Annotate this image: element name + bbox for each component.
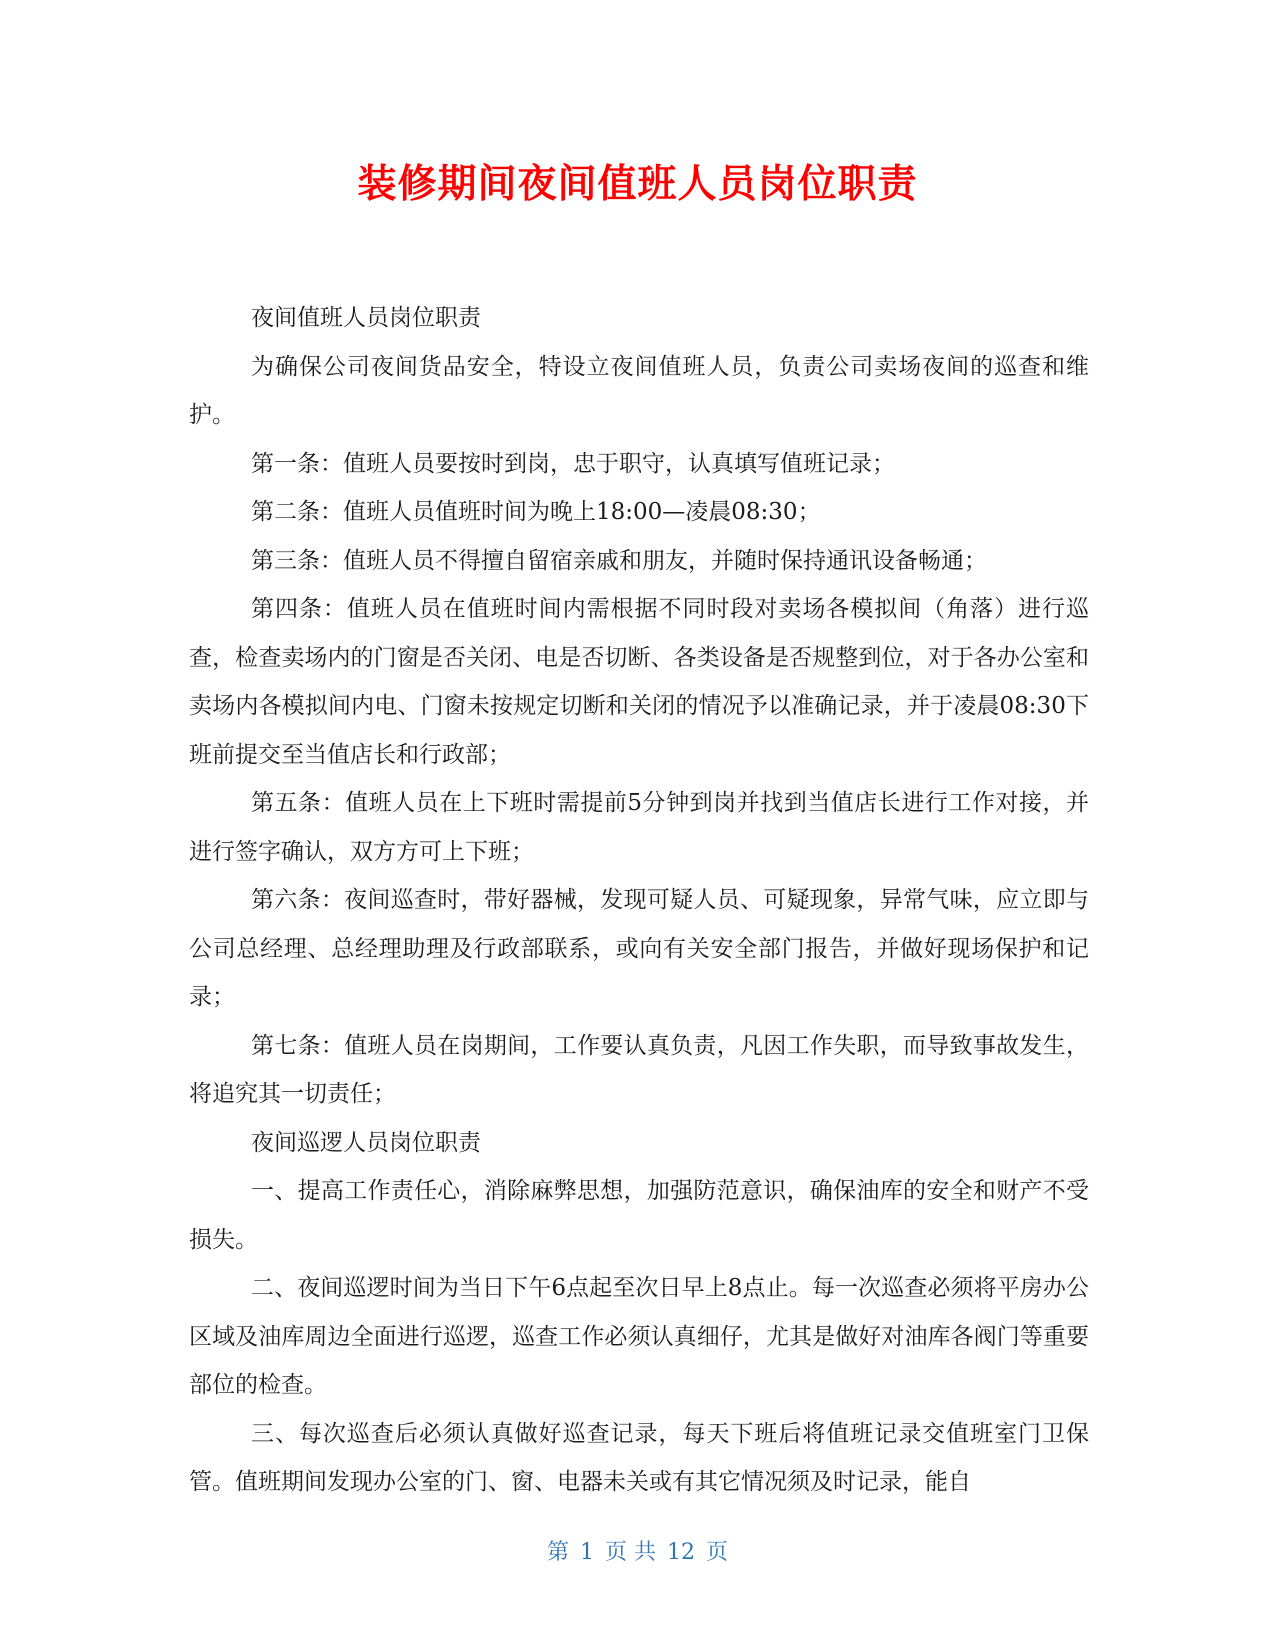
paragraph-article-1: 第一条：值班人员要按时到岗，忠于职守，认真填写值班记录；	[251, 450, 895, 477]
page-footer	[0, 1538, 1275, 1568]
paragraph-article-3: 第三条：值班人员不得擅自留宿亲戚和朋友，并随时保持通讯设备畅通；	[251, 547, 987, 574]
footer-total-pages: 12	[667, 1540, 695, 1565]
paragraph-article-4: 第四条：值班人员在值班时间内需根据不同时段对卖场各模拟间（角落）进行巡查，检查卖场内的门窗是否关闭、电是否切断、各类设备是否规整到位，对于各办公室和卖场内各模拟间内电、门窗未按规定切断和关闭的情况予以准确记录，并于凌晨08:30下班前提交至当值店长和行政部；	[189, 596, 1089, 768]
document-title: 装修期间夜间值班人员岗位职责	[357, 162, 918, 207]
paragraph-patrol-item-1: 一、提高工作责任心，消除麻弊思想，加强防范意识，确保油库的安全和财产不受损失。	[189, 1178, 1089, 1253]
document-body	[189, 294, 1089, 1507]
footer-middle: 页 共	[605, 1540, 656, 1565]
footer-page-number: 1	[580, 1540, 594, 1565]
paragraph-subtitle-night-duty: 夜间值班人员岗位职责	[251, 305, 481, 331]
paragraph-article-6: 第六条：夜间巡查时，带好器械，发现可疑人员、可疑现象，异常气味，应立即与公司总经理、总经理助理及行政部联系，或向有关安全部门报告，并做好现场保护和记录；	[189, 887, 1089, 1010]
paragraph-article-2: 第二条：值班人员值班时间为晚上18:00—凌晨08:30；	[251, 499, 821, 525]
paragraph-patrol-item-2: 二、夜间巡逻时间为当日下午6点起至次日早上8点止。每一次巡查必须将平房办公区域及油库周边全面进行巡逻，巡查工作必须认真细仔，尤其是做好对油库各阀门等重要部位的检查。	[189, 1275, 1089, 1398]
paragraph-article-5: 第五条：值班人员在上下班时需提前5分钟到岗并找到当值店长进行工作对接，并进行签字确认，双方方可上下班；	[189, 790, 1089, 865]
footer-suffix: 页	[706, 1540, 729, 1565]
paragraph-subtitle-night-patrol: 夜间巡逻人员岗位职责	[251, 1129, 481, 1156]
paragraph-patrol-item-3: 三、每次巡查后必须认真做好巡查记录，每天下班后将值班记录交值班室门卫保管。值班期间发现办公室的门、窗、电器未关或有其它情况须及时记录，能自	[189, 1420, 1089, 1495]
paragraph-article-7: 第七条：值班人员在岗期间，工作要认真负责，凡因工作失职，而导致事故发生，将追究其一切责任；	[189, 1032, 1089, 1107]
paragraph-intro: 为确保公司夜间货品安全，特设立夜间值班人员，负责公司卖场夜间的巡查和维护。	[189, 353, 1089, 428]
footer-prefix: 第	[546, 1540, 569, 1565]
